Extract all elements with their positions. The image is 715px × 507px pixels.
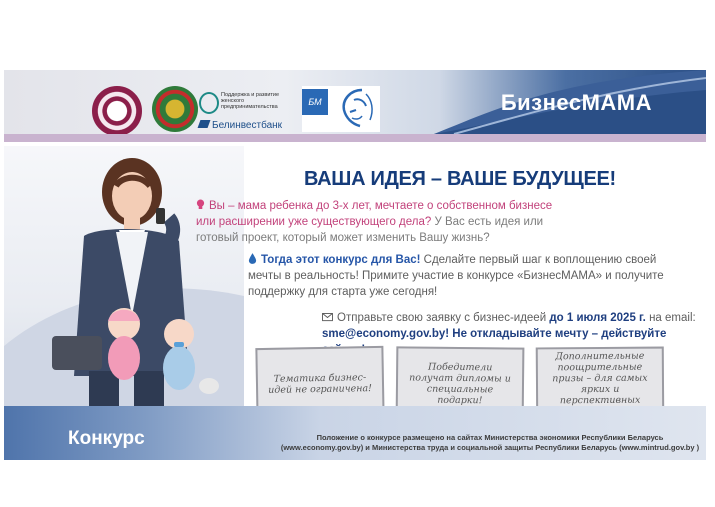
call-paragraph	[248, 252, 678, 300]
submission-email-prefix: на email:	[649, 312, 696, 324]
envelope-icon	[322, 313, 333, 322]
bank-name: Белинвестбанк	[212, 120, 283, 131]
regulations-note: Положение о конкурсе размещено на сайтах Министерства экономики Республики Беларусь (www.economy.gov.by) и Министерства труда и социальной защиты Республики Беларусь (www.mintrud.gov.by )	[280, 433, 700, 452]
ministry-economy-emblem	[92, 86, 142, 136]
bank-mark-icon	[198, 120, 211, 128]
belinvestbank-logo	[199, 120, 282, 131]
submission-start: Отправьте свою заявку с бизнес-идеей	[337, 312, 547, 324]
state-emblem	[152, 86, 198, 132]
submission-email[interactable]: sme@economy.gov.by! Не откладывайте мечту – действуйте	[322, 328, 667, 340]
submission-deadline: до 1 июля 2025 г.	[549, 312, 646, 324]
illustration-graphic	[4, 146, 244, 408]
support-logo-text: Поддержка и развитие женского предпринимательства	[221, 92, 280, 110]
feature-card-topics: Тематика бизнес-идей не ограничена!	[255, 346, 384, 422]
bm-mark: БМ	[302, 89, 328, 115]
biznesmama-logo	[302, 86, 380, 132]
call-rest: Сделайте первый шаг к воплощению своей мечты в реальность! Примите участие в конкурсе «БизнесМАМА» и получите поддержку для старта уже сегодня!	[248, 254, 664, 298]
intro-paragraph	[196, 198, 566, 246]
support-logo-mark	[199, 92, 219, 114]
intro-highlight: Вы – мама ребенка до 3-х лет, мечтаете о собственном бизнесе или расширении уже существующего дела?	[196, 200, 553, 228]
intro-rest: У Вас есть идея или готовый проект, который может изменить Вашу жизнь?	[196, 216, 544, 244]
headline: ВАША ИДЕЯ – ВАШЕ БУДУЩЕЕ!	[304, 168, 616, 190]
header-bar	[4, 70, 706, 134]
drop-icon	[248, 253, 257, 264]
header-accent-strip	[4, 134, 706, 142]
call-highlight: Тогда этот конкурс для Вас!	[261, 254, 421, 266]
woman-profile-icon	[332, 86, 376, 130]
feature-card-winners: Победители получат дипломы и специальные подарки!	[396, 346, 525, 421]
flyer	[4, 70, 706, 460]
contest-label: Конкурс	[68, 428, 145, 449]
feature-card-prizes: Дополнительные поощрительные призы – для самых ярких и перспективных	[536, 347, 665, 422]
lightbulb-icon	[196, 199, 205, 210]
mother-babies-illustration	[4, 146, 244, 408]
brand-title: БизнесМАМА	[500, 90, 652, 115]
